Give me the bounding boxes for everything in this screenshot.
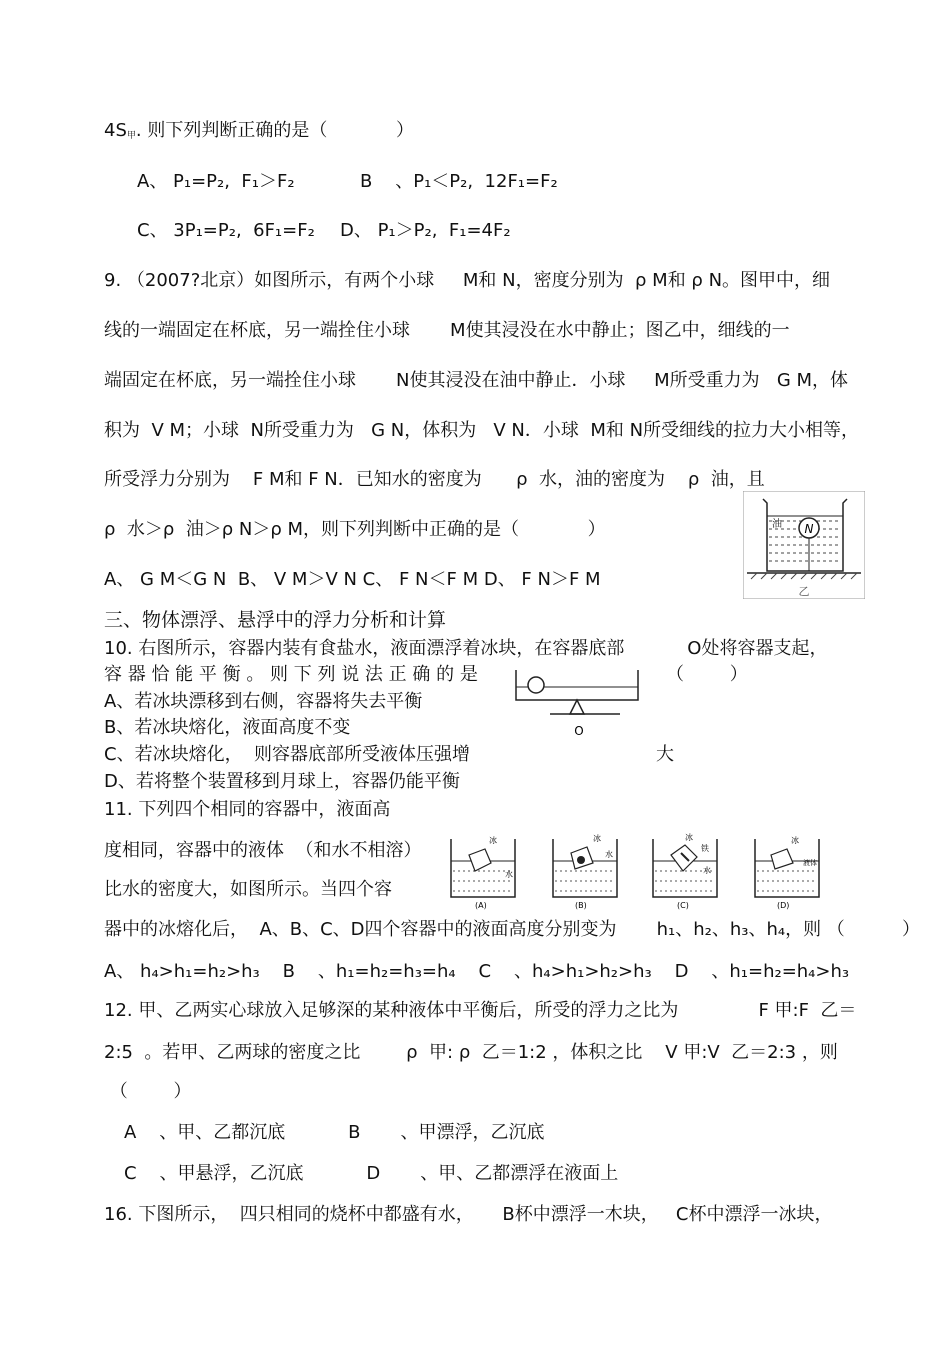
ice-block	[528, 677, 544, 693]
q10-line-1: 10. 右图所示，容器内装有食盐水，液面漂浮着冰块，在容器底部 O处将容器支起，	[104, 638, 828, 659]
svg-text:乙: 乙	[798, 585, 810, 598]
q8-option-b: B 、P₁＜P₂, 12F₁=F₂	[360, 171, 558, 192]
svg-text:水: 水	[605, 850, 613, 859]
q9-options: A、 G M＜G N B、 V M＞V N C、 F N＜F M D、 F N＞F M	[104, 569, 601, 590]
svg-text:N: N	[804, 522, 814, 536]
q12-options-ab: A 、甲、乙都沉底 B 、甲漂浮，乙沉底	[124, 1122, 545, 1143]
q8-stem-tail: 4S甲. 则下列判断正确的是（ ）	[104, 120, 415, 141]
svg-text:液体: 液体	[803, 859, 817, 867]
q9-line-6: ρ 水＞ρ 油＞ρ N＞ρ M，则下列判断中正确的是（ ）	[104, 519, 606, 540]
figure-beaker-yi	[743, 491, 865, 599]
q16-line-1: 16. 下图所示， 四只相同的烧杯中都盛有水， B杯中漂浮一木块， C杯中漂浮一冰块，	[104, 1204, 833, 1225]
q12-line-3: （ ）	[104, 1081, 192, 1102]
q9-line-5: 所受浮力分别为 F M和 F N．已知水的密度为 ρ 水，油的密度为 ρ 油，且	[104, 469, 765, 490]
ground-hatch	[751, 573, 857, 579]
q10-option-c-end: 大	[656, 744, 674, 765]
q12-line-2: 2:5 。若甲、乙两球的密度之比 ρ 甲: ρ 乙＝1:2 ，体积之比 V 甲:V 乙＝2:3 ，则	[104, 1042, 838, 1063]
svg-text:(D): (D)	[777, 901, 790, 910]
section-heading: 三、物体漂浮、悬浮中的浮力分析和计算	[104, 609, 447, 631]
stone-b	[577, 856, 585, 864]
q8-option-a: A、 P₁=P₂, F₁＞F₂	[137, 171, 295, 192]
q10-option-c: C、若冰块熔化， 则容器底部所受液体压强增	[104, 744, 471, 765]
q10-option-b: B、若冰块熔化，液面高度不变	[104, 717, 351, 738]
svg-text:油: 油	[772, 519, 782, 530]
figure-four-containers	[445, 831, 840, 911]
svg-text:(C): (C)	[677, 901, 689, 910]
svg-text:冰: 冰	[489, 836, 497, 845]
q11-line-4: 器中的冰熔化后， A、B、C、D四个容器中的液面高度分别变为 h₁、h₂、h₃、h₄，则 （ ）	[104, 919, 921, 940]
container-b	[553, 833, 617, 910]
ice-block-c	[671, 845, 697, 871]
svg-text:铁: 铁	[701, 844, 709, 853]
q12-line-1: 12. 甲、乙两实心球放入足够深的某种液体中平衡后，所受的浮力之比为 F 甲:F 乙＝	[104, 1000, 857, 1021]
ice-block-d	[771, 849, 793, 869]
figure-balance-container	[512, 668, 644, 740]
q12-options-cd: C 、甲悬浮，乙沉底 D 、甲、乙都漂浮在液面上	[124, 1163, 619, 1184]
container-d	[755, 835, 819, 910]
q11-line-2: 度相同，容器中的液体 （和水不相溶）	[104, 840, 422, 861]
q10-option-d: D、若将整个装置移到月球上，容器仍能平衡	[104, 771, 460, 792]
q9-line-2: 线的一端固定在杯底，另一端拴住小球 M使其浸没在水中静止；图乙中，细线的一	[104, 320, 790, 341]
q9-line-4: 积为 V M；小球 N所受重力为 G N，体积为 V N．小球 M和 N所受细线的拉力大小相等，	[104, 420, 860, 441]
container-c	[653, 832, 717, 910]
svg-text:冰: 冰	[791, 836, 799, 845]
svg-text:(B): (B)	[575, 901, 587, 910]
svg-text:冰: 冰	[685, 833, 693, 842]
q9-line-3: 端固定在杯底，另一端拴住小球 N使其浸没在油中静止．小球 M所受重力为 G M，体	[104, 370, 849, 391]
svg-text:水: 水	[505, 870, 513, 879]
svg-text:O: O	[574, 724, 584, 738]
q10-option-a: A、若冰块漂移到右侧，容器将失去平衡	[104, 691, 423, 712]
ice-block-a	[469, 849, 491, 871]
svg-text:冰: 冰	[593, 834, 601, 843]
q10-answer-blank: （ ）	[666, 664, 748, 685]
container-a	[451, 835, 515, 910]
q11-options: A、 h₄>h₁=h₂>h₃ B 、h₁=h₂=h₃=h₄ C 、h₄>h₁>h₂>h₃ D 、h₁=h₂=h₄>h₃	[104, 961, 850, 982]
q11-line-1: 11. 下列四个相同的容器中，液面高	[104, 799, 391, 820]
svg-text:(A): (A)	[475, 901, 487, 910]
q8-option-d: D、 P₁＞P₂, F₁=4F₂	[340, 220, 511, 241]
q9-line-1: 9. （2007?北京）如图所示，有两个小球 M和 N，密度分别为 ρ M和 ρ N。图甲中，细	[104, 270, 831, 291]
svg-text:水: 水	[703, 866, 711, 875]
q11-line-3: 比水的密度大，如图所示。当四个容	[104, 879, 392, 900]
q10-line-2: 容 器 恰 能 平 衡 。 则 下 列 说 法 正 确 的 是	[104, 664, 478, 685]
q8-option-c: C、 3P₁=P₂, 6F₁=F₂	[137, 220, 315, 241]
pivot-support	[570, 700, 584, 714]
